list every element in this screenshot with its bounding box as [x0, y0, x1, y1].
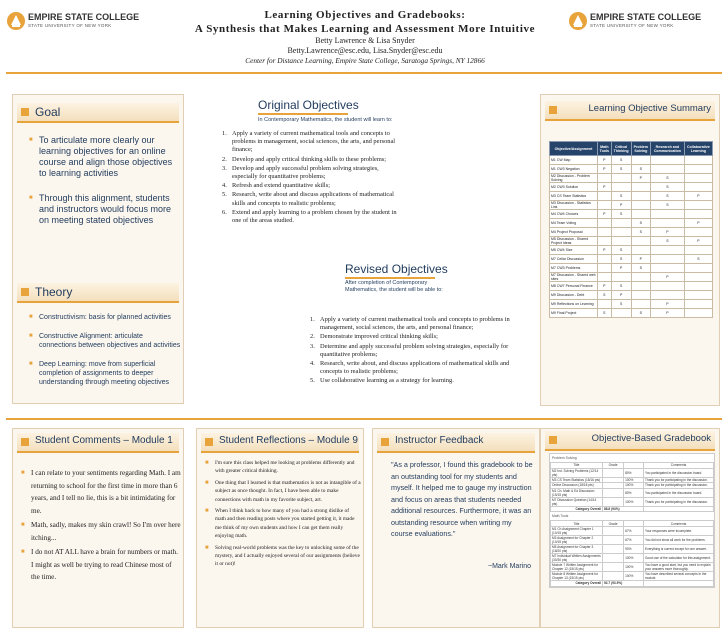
table-row — [551, 544, 714, 553]
table-cell — [651, 219, 685, 228]
table-row — [551, 526, 714, 535]
table-cell: Good use of the calculator for this assignment. — [644, 553, 714, 562]
reflection-item: ■ When I think back to how many of you had a strong dislike of math and then reading posts where you started getting it, it made me think of my own students and how I can get them really enjoying math. — [205, 507, 361, 541]
table-cell — [603, 497, 624, 506]
table-cell — [651, 210, 685, 219]
table-cell — [684, 228, 712, 237]
square-bullet-icon — [19, 286, 31, 298]
table-cell — [603, 488, 624, 497]
table-cell: P — [598, 156, 612, 165]
table-cell: M5 CW4 Size — [550, 246, 598, 255]
table-row — [550, 246, 713, 255]
table-cell: M2 Discussion - Problem Solving — [550, 174, 598, 183]
table-cell: Your responses were incomplete. — [644, 526, 714, 535]
header-rule — [6, 72, 722, 74]
table-cell — [631, 156, 650, 165]
feedback-author: ~Mark Marino — [488, 563, 531, 570]
logo-left — [6, 11, 156, 33]
authors: Betty Lawrence & Lisa Snyder — [315, 36, 415, 45]
college-seal-icon — [6, 11, 26, 31]
table-cell: P — [651, 228, 685, 237]
objectives-area — [200, 90, 530, 406]
table-cell: M9 Discussion - Debt — [550, 291, 598, 300]
table-cell: S — [611, 192, 631, 201]
revised-intro: After completion of Contemporary Mathematics, the student will be able to: — [345, 280, 443, 293]
table-cell — [684, 210, 712, 219]
comments-panel — [12, 428, 184, 628]
table-cell: M1 Ch Assignment Chapter 1 (10/15 pts) — [551, 526, 603, 535]
table-cell: S — [651, 237, 685, 246]
table-cell: S — [651, 201, 685, 210]
gradebook-total-row — [551, 580, 714, 586]
table-row — [550, 255, 713, 264]
original-item: 2. Develop and apply critical thinking skills to these problems; — [222, 155, 387, 163]
lo-column-header: Research and Communication — [651, 142, 685, 156]
table-cell: 80% — [624, 468, 644, 477]
logo-sub: STATE UNIVERSITY OF NEW YORK — [590, 23, 674, 28]
table-cell: M7 Individual Written Assignments (30/30 pts) — [552, 553, 601, 562]
table-cell — [631, 237, 650, 246]
table-cell — [598, 300, 612, 309]
lo-summary-panel — [540, 94, 720, 406]
table-cell — [631, 183, 650, 192]
feedback-panel — [372, 428, 540, 628]
logo-right — [568, 11, 720, 33]
table-cell: Everything is correct except for one answer. — [644, 544, 714, 553]
section-rule — [6, 418, 722, 420]
table-cell: Thank you for participating in the discussion. — [644, 497, 714, 506]
table-cell — [651, 291, 685, 300]
table-cell: M1 CW3 Negation — [550, 165, 598, 174]
table-cell: S — [631, 165, 650, 174]
gradebook-table — [549, 453, 715, 588]
table-cell: 100% — [624, 562, 644, 571]
table-cell: M3 Assignment for Chapter 2 (10/15 pts) — [551, 535, 603, 544]
table-cell: Module 8 Written Assignment for Chapter 13 (15/15 pts) — [551, 571, 603, 580]
table-cell: Thank you for participating in the discussion. — [644, 483, 714, 489]
table-cell — [651, 282, 685, 291]
table-cell: M7 Discussion Question (14/14 pts) — [551, 497, 603, 506]
lo-column-header: Critical Thinking — [611, 142, 631, 156]
lo-summary-table — [549, 141, 713, 318]
table-cell — [631, 210, 650, 219]
table-cell: 67% — [624, 526, 644, 535]
goal-item: ■ Through this alignment, students and instructors would focus more on meeting stated objectives — [29, 193, 181, 226]
reflection-item: ■ One thing that I learned is that mathematics is not as intangible of a subject as once thought. In fact, I have been able to make connections with math in my favorite subject, art. — [205, 479, 361, 504]
table-cell: M5 Discussion - Shared Project Ideas — [550, 237, 598, 246]
table-cell: Category Overall — [551, 580, 603, 586]
original-item: 3. Develop and apply successful problem solving strategies, especially for quantitative problems; — [222, 164, 379, 181]
table-cell — [684, 246, 712, 255]
original-intro: In Contemporary Mathematics, the student will learn to: — [258, 117, 393, 123]
lo-column-header: Collaborative Learning — [684, 142, 712, 156]
table-cell — [684, 300, 712, 309]
table-cell: P — [631, 174, 650, 183]
table-cell: S — [631, 228, 650, 237]
revised-item: 3. Determine and apply successful problem solving strategies, especially for quantitative problems; — [310, 342, 509, 358]
table-cell — [651, 264, 685, 273]
lo-summary-title: Learning Objective Summary — [588, 103, 711, 114]
table-row — [551, 562, 714, 571]
table-cell: Online Discussion (18/18 pts) — [551, 483, 603, 489]
table-cell: S — [631, 219, 650, 228]
table-cell: M3 CS Team Statistics — [550, 192, 598, 201]
table-cell — [611, 273, 631, 282]
table-cell — [598, 219, 612, 228]
square-bullet-icon — [547, 104, 559, 116]
square-bullet-icon — [203, 436, 215, 448]
table-row — [550, 300, 713, 309]
comment-item: ■ I do not AT ALL have a brain for numbers or math. I might as well be trying to read Chinese most of the time. — [21, 546, 181, 584]
table-cell: 88.8 (94%) — [603, 506, 644, 512]
table-cell: Thank you for participating in the discussion. — [644, 477, 714, 483]
table-cell — [611, 237, 631, 246]
theory-item: ■ Constructive Alignment: articulate connections between objectives and activities — [29, 332, 181, 350]
poster-title: Learning Objectives and Gradebooks: — [264, 9, 466, 21]
table-cell: P — [598, 282, 612, 291]
goal-item: ■ To articulate more clearly our learning objectives for an online course and align those objectives to learning activities — [29, 135, 181, 179]
revised-item: 5. Use collaborative learning as a strategy for learning. — [310, 377, 454, 385]
table-cell: S — [651, 174, 685, 183]
table-cell: S — [651, 183, 685, 192]
table-cell: P — [611, 291, 631, 300]
logo-sub: STATE UNIVERSITY OF NEW YORK — [28, 23, 112, 28]
table-cell: S — [611, 300, 631, 309]
comments-list — [21, 467, 181, 584]
reflections-list — [205, 459, 361, 569]
table-cell — [598, 201, 612, 210]
table-cell: M1 Ch. Math & Ed Discussion (15/15 pts) — [551, 488, 603, 497]
reflection-item: ■ I'm sure this class helped me looking at problems differently and with greater critical thinking. — [205, 459, 361, 476]
table-cell: 67% — [624, 535, 644, 544]
table-cell: You did not show all work for the problems. — [644, 535, 714, 544]
table-cell: M3 Discussion - Statistics Link — [550, 201, 598, 210]
table-row — [551, 488, 714, 497]
poster-title-block — [160, 8, 570, 66]
theory-title: Theory — [35, 285, 73, 299]
table-cell — [603, 562, 624, 571]
table-cell: 92.7 (93.9%) — [603, 580, 644, 586]
table-cell — [611, 183, 631, 192]
table-cell — [684, 282, 712, 291]
table-cell: S — [611, 282, 631, 291]
table-cell — [598, 273, 612, 282]
revised-title: Revised Objectives — [345, 262, 448, 276]
table-cell — [651, 246, 685, 255]
table-cell — [603, 535, 624, 544]
table-cell — [631, 291, 650, 300]
gradebook-section: Problem Solving — [552, 456, 577, 460]
table-cell — [598, 228, 612, 237]
table-cell: 100% — [624, 497, 644, 506]
table-cell: S — [631, 264, 650, 273]
table-cell — [631, 273, 650, 282]
table-cell — [631, 201, 650, 210]
theory-item: ■ Constructivism: basis for planned activities — [29, 313, 181, 322]
table-cell — [684, 264, 712, 273]
reflections-title: Student Reflections – Module 9 — [219, 435, 358, 446]
table-row — [550, 192, 713, 201]
emails: Betty.Lawrence@esc.edu, Lisa.Snyder@esc.edu — [287, 46, 443, 55]
table-cell — [644, 506, 714, 512]
original-list — [222, 130, 402, 225]
table-cell: P — [598, 165, 612, 174]
table-cell — [631, 300, 650, 309]
table-cell: P — [611, 264, 631, 273]
square-bullet-icon — [379, 436, 391, 448]
table-cell: 80% — [624, 488, 644, 497]
table-row — [550, 201, 713, 210]
table-cell: You have a good start, but you need to explain your answers more thoroughly. — [644, 562, 714, 571]
table-row — [550, 282, 713, 291]
table-cell — [684, 309, 712, 318]
table-row — [550, 273, 713, 282]
table-cell: M3 CS Team Statistics (18/16 pts) — [551, 477, 603, 483]
table-row — [550, 183, 713, 192]
table-cell — [684, 156, 712, 165]
table-cell — [603, 468, 624, 477]
table-cell — [684, 273, 712, 282]
table-row — [550, 228, 713, 237]
table-cell: S — [611, 255, 631, 264]
college-seal-icon — [568, 11, 588, 31]
table-cell: S — [611, 246, 631, 255]
square-bullet-icon — [19, 106, 31, 118]
table-cell — [598, 264, 612, 273]
table-row — [550, 165, 713, 174]
table-cell — [611, 219, 631, 228]
table-cell — [603, 544, 624, 553]
table-cell — [631, 282, 650, 291]
table-cell: M9 Reflections on Learning — [550, 300, 598, 309]
revised-item: 1. Apply a variety of current mathematical tools and concepts to problems in management, social sciences, the arts, and personal finance; — [310, 316, 510, 332]
logo-name: EMPIRE STATE COLLEGE — [590, 12, 702, 22]
table-cell: S — [611, 165, 631, 174]
gradebook-column-header: Title — [551, 463, 603, 469]
square-bullet-icon — [547, 434, 559, 446]
table-cell: P — [684, 219, 712, 228]
table-cell — [684, 174, 712, 183]
table-cell: M2 Ind. Solving Problems (12/14 pts) — [551, 468, 603, 477]
table-cell — [598, 255, 612, 264]
goal-title: Goal — [35, 105, 61, 119]
table-cell — [684, 183, 712, 192]
theory-list — [29, 313, 181, 387]
table-cell: S — [651, 192, 685, 201]
original-title: Original Objectives — [258, 98, 359, 112]
table-cell — [651, 255, 685, 264]
table-cell: S — [598, 309, 612, 318]
table-cell: M7 Discussion - Shared web sites — [551, 273, 596, 281]
table-cell — [603, 571, 624, 580]
original-item: 6. Extend and apply learning to a problem chosen by the student in one of the areas studied. — [222, 208, 397, 225]
comment-item: ■ I can relate to your sentiments regarding Math. I am returning to school for the first time in more than 6 years, and I tell no lie, this is a bit intimidating for me. — [21, 467, 181, 517]
lo-column-header: Problem Solving — [631, 142, 650, 156]
table-cell: 90% — [624, 544, 644, 553]
table-cell — [631, 192, 650, 201]
table-cell: S — [631, 309, 650, 318]
goal-theory-panel — [12, 94, 184, 404]
table-row — [551, 468, 714, 477]
table-cell: M7 Cellar Discussion — [550, 255, 598, 264]
gradebook-total-row — [551, 506, 714, 512]
logo-name: EMPIRE STATE COLLEGE — [28, 12, 140, 22]
table-cell — [611, 309, 631, 318]
reflections-panel — [196, 428, 364, 628]
lo-column-header: Objective/Assignment — [550, 142, 598, 156]
revised-item: 2. Demonstrate improved critical thinking skills; — [310, 333, 438, 341]
table-row — [550, 309, 713, 318]
table-cell: M4 Project Proposal — [550, 228, 598, 237]
table-row — [550, 210, 713, 219]
table-cell — [611, 228, 631, 237]
table-cell: P — [598, 246, 612, 255]
table-cell: P — [651, 309, 685, 318]
table-cell — [651, 156, 685, 165]
table-cell: 100% — [624, 483, 644, 489]
lo-column-header: Math Tools — [598, 142, 612, 156]
revised-item: 4. Research, write about, and discuss applications of mathematical skills and concepts to realistic problems; — [310, 360, 510, 376]
table-row — [551, 483, 714, 489]
table-row — [551, 553, 714, 562]
table-cell: M8 CW7 Personal Finance — [550, 282, 598, 291]
table-cell — [684, 165, 712, 174]
table-cell: P — [631, 255, 650, 264]
theory-item: ■ Deep Learning: move from superficial completion of assignments to deeper understanding through meeting objectives — [29, 360, 181, 387]
table-cell — [651, 165, 685, 174]
table-cell: You have described several concepts in the module. — [644, 571, 714, 580]
comments-title: Student Comments – Module 1 — [35, 435, 173, 446]
table-cell: P — [651, 300, 685, 309]
gradebook-column-header: Grade — [603, 463, 624, 469]
feedback-quote: "As a professor, I found this gradebook to be an outstanding tool for my students and myself. It helped me to gauge my instruction and focus on areas that students needed additional resources. Furthermore, it was an outstanding resource when writing my course evaluations." — [391, 460, 533, 538]
table-row — [551, 571, 714, 580]
table-cell: P — [684, 237, 712, 246]
table-cell: M1 CW Map — [550, 156, 598, 165]
gradebook-column-header: Title — [551, 521, 603, 527]
reflection-item: ■ Solving real-world problems was the key to unlocking some of the mystery, and I actually enjoyed several of our assignments (believe it or not)! — [205, 544, 361, 569]
table-cell: 100% — [624, 571, 644, 580]
table-cell: P — [598, 210, 612, 219]
table-row — [551, 535, 714, 544]
table-cell: S — [598, 291, 612, 300]
comment-item: ■ Math, sadly, makes my skin crawl! So I'm over here itching... — [21, 519, 181, 544]
table-cell: P — [684, 192, 712, 201]
table-cell — [611, 174, 631, 183]
table-cell: M4 Team Voting — [550, 219, 598, 228]
table-cell: M9 Final Project — [550, 309, 598, 318]
table-cell: You participated in the discussion board. — [644, 488, 714, 497]
table-cell: S — [611, 210, 631, 219]
table-cell: S — [684, 255, 712, 264]
gradebook-panel — [540, 428, 720, 628]
feedback-title: Instructor Feedback — [395, 435, 484, 446]
original-item: 1. Apply a variety of current mathematical tools and concepts to problems in management, social sciences, the arts, and personal finance; — [222, 130, 396, 154]
gradebook-title: Objective-Based Gradebook — [591, 433, 711, 444]
revised-list — [310, 316, 510, 386]
table-cell: S — [611, 156, 631, 165]
table-row — [550, 291, 713, 300]
table-row — [550, 174, 713, 183]
table-row — [550, 237, 713, 246]
table-cell: 100% — [624, 477, 644, 483]
table-cell: 100% — [624, 553, 644, 562]
table-cell: Module 7 Written Assignment for Chapter 12 (15/15 pts) — [551, 562, 603, 571]
table-cell: M2 CW3 Solution — [550, 183, 598, 192]
affiliation: Center for Distance Learning, Empire State College, Saratoga Springs, NY 12866 — [245, 56, 485, 65]
table-cell — [631, 246, 650, 255]
table-cell: Category Overall — [551, 506, 603, 512]
poster-subtitle: A Synthesis that Makes Learning and Assessment More Intuitive — [194, 23, 536, 35]
table-cell: P — [598, 183, 612, 192]
table-cell: P — [611, 201, 631, 210]
table-cell — [644, 580, 714, 586]
square-bullet-icon — [19, 436, 31, 448]
table-cell — [598, 237, 612, 246]
table-cell — [684, 201, 712, 210]
goal-list — [29, 135, 181, 226]
table-cell — [603, 553, 624, 562]
gradebook-column-header: Grade — [603, 521, 624, 527]
original-item: 4. Refresh and extend quantitative skills; — [222, 182, 330, 190]
table-row — [550, 219, 713, 228]
table-cell — [684, 291, 712, 300]
table-cell — [598, 174, 612, 183]
gradebook-column-header: Comments — [644, 521, 714, 527]
table-cell: You participated in the discussion board. — [644, 468, 714, 477]
table-row — [550, 264, 713, 273]
table-cell — [603, 526, 624, 535]
table-row — [550, 156, 713, 165]
table-cell: M7 CW3 Problems — [550, 264, 598, 273]
table-cell: M5 Assignment for Chapter 3 (18/20 pts) — [551, 544, 603, 553]
table-row — [551, 477, 714, 483]
table-cell: M4 CW4 Choices — [550, 210, 598, 219]
table-row — [551, 497, 714, 506]
table-cell — [598, 192, 612, 201]
gradebook-column-header: Comments — [644, 463, 714, 469]
gradebook-section: Math Tools — [552, 514, 569, 519]
table-cell: P — [651, 273, 685, 282]
original-item: 5. Research, write about and discuss applications of mathematical skills and concepts to realistic problems; — [222, 191, 394, 207]
